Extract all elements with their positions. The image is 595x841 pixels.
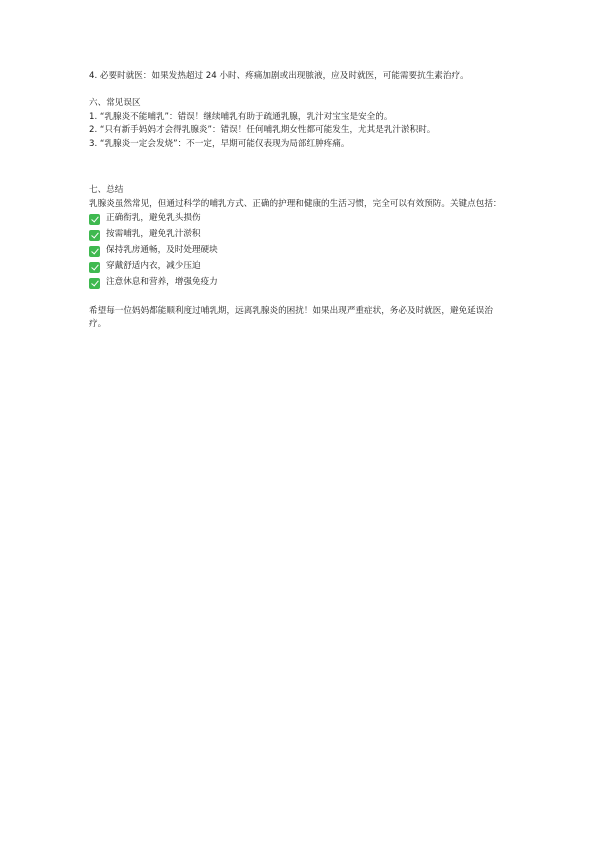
spacer [89, 291, 509, 305]
section4-paragraph: 4. 必要时就医：如果发热超过 24 小时、疼痛加剧或出现脓液，应及时就医，可能需要抗生素治疗。 [89, 71, 469, 81]
checklist-item [89, 227, 509, 243]
misconception-item: 1. “乳腺炎不能哺乳”：错误！继续哺乳有助于疏通乳腺，乳汁对宝宝是安全的。 [89, 111, 393, 122]
check-mark-icon [89, 214, 100, 225]
misconception-item: 2. “只有新手妈妈才会得乳腺炎”：错误！任何哺乳期女性都可能发生，尤其是乳汁淤积时。 [89, 125, 436, 135]
misconception-item: 3. “乳腺炎一定会发烧”：不一定，早期可能仅表现为局部红肿疼痛。 [89, 138, 350, 149]
checklist-item-text: 正确衔乳，避免乳头损伤 [106, 213, 201, 224]
checklist-item [89, 243, 509, 259]
check-mark-icon [89, 246, 100, 257]
spacer [89, 151, 509, 184]
document-body [89, 70, 509, 332]
checklist-item-text: 保持乳房通畅，及时处理硬块 [106, 245, 218, 256]
checklist-item-text: 按需哺乳，避免乳汁淤积 [106, 229, 201, 240]
spacer [89, 84, 509, 98]
checklist-item [89, 259, 509, 275]
closing-paragraph: 希望每一位妈妈都能顺利度过哺乳期，远离乳腺炎的困扰！如果出现严重症状，务必及时就医，避免延误治疗。 [89, 305, 493, 329]
section7-heading: 七、总结 [89, 185, 124, 195]
checklist-item-text: 穿戴舒适内衣，减少压迫 [106, 261, 201, 272]
section6-heading: 六、常见误区 [89, 98, 141, 108]
summary-intro: 乳腺炎虽然常见，但通过科学的哺乳方式、正确的护理和健康的生活习惯，完全可以有效预防。关键点包括： [89, 198, 502, 209]
checklist-item [89, 211, 509, 227]
checklist-item [89, 275, 509, 291]
checklist [89, 211, 509, 291]
checklist-item-text: 注意休息和营养，增强免疫力 [106, 277, 218, 288]
check-mark-icon [89, 262, 100, 273]
check-mark-icon [89, 278, 100, 289]
check-mark-icon [89, 230, 100, 241]
